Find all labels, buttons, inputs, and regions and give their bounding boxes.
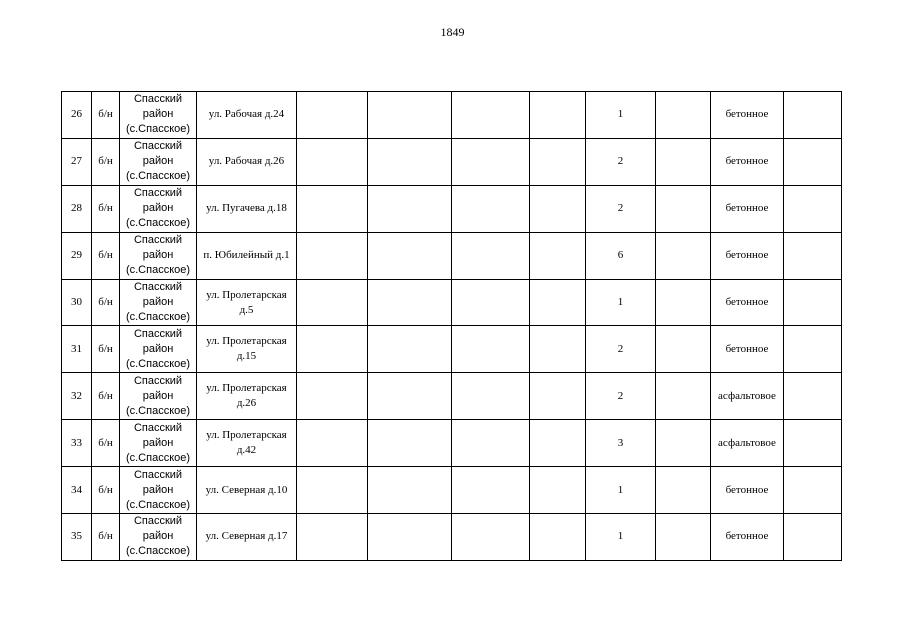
- cell-empty: [530, 185, 586, 232]
- cell-empty: [656, 279, 711, 326]
- cell-count: [586, 420, 656, 467]
- row-number-text: 26: [71, 108, 82, 121]
- surface-text: бетонное: [725, 530, 769, 543]
- row-number-text: 27: [71, 155, 82, 168]
- district-text: район: [142, 436, 174, 449]
- cell-address: [197, 420, 297, 467]
- row-number-text: 31: [71, 342, 82, 355]
- table-row: [62, 514, 842, 561]
- cell-surface: [711, 232, 784, 279]
- row-number-text: 28: [71, 202, 82, 215]
- cell-district: [120, 185, 197, 232]
- cell-count: [586, 279, 656, 326]
- district-text: (с.Спасское): [125, 545, 191, 558]
- count-text: 2: [617, 389, 624, 402]
- cell-empty: [530, 467, 586, 514]
- cell-address: [197, 326, 297, 373]
- cell-empty: [368, 138, 452, 185]
- cell-empty: [656, 514, 711, 561]
- cell-empty: [530, 92, 586, 139]
- cell-address: [197, 279, 297, 326]
- table-row: [62, 420, 842, 467]
- cell-empty: [656, 373, 711, 420]
- district-text: район: [142, 389, 174, 402]
- cell-empty: [297, 92, 368, 139]
- cell-empty: [452, 420, 530, 467]
- cell-district: [120, 279, 197, 326]
- object-number-text: б/н: [98, 249, 113, 262]
- table-row: [62, 92, 842, 139]
- cell-row-number: [62, 138, 92, 185]
- cell-surface: [711, 326, 784, 373]
- district-text: район: [142, 342, 174, 355]
- district-text: район: [142, 108, 174, 121]
- surface-text: бетонное: [725, 483, 769, 496]
- cell-empty: [452, 326, 530, 373]
- cell-address: [197, 138, 297, 185]
- district-text: Спасский: [133, 421, 183, 434]
- district-text: (с.Спасское): [125, 264, 191, 277]
- address-text: ул. Пролетарская: [206, 382, 287, 395]
- count-text: 1: [617, 296, 624, 308]
- cell-count: [586, 232, 656, 279]
- cell-empty: [530, 138, 586, 185]
- cell-empty: [530, 326, 586, 373]
- district-text: район: [142, 202, 174, 215]
- district-text: (с.Спасское): [125, 123, 191, 136]
- cell-empty: [656, 185, 711, 232]
- cell-address: [197, 92, 297, 139]
- district-text: (с.Спасское): [125, 404, 191, 417]
- district-text: район: [142, 155, 174, 168]
- district-text: (с.Спасское): [125, 451, 191, 464]
- cell-row-number: [62, 232, 92, 279]
- cell-empty: [656, 326, 711, 373]
- cell-empty: [784, 420, 842, 467]
- cell-object-number: [92, 232, 120, 279]
- address-text: д.26: [236, 397, 257, 410]
- cell-surface: [711, 138, 784, 185]
- cell-empty: [452, 138, 530, 185]
- cell-district: [120, 232, 197, 279]
- cell-empty: [530, 373, 586, 420]
- cell-empty: [784, 92, 842, 139]
- cell-empty: [452, 279, 530, 326]
- surface-text: асфальтовое: [718, 389, 776, 402]
- address-text: д.5: [239, 303, 254, 316]
- address-text: п. Юбилейный д.1: [203, 249, 290, 262]
- address-text: ул. Рабочая д.24: [208, 108, 285, 121]
- district-text: (с.Спасское): [125, 170, 191, 183]
- district-text: (с.Спасское): [125, 498, 191, 511]
- cell-empty: [452, 373, 530, 420]
- cell-surface: [711, 514, 784, 561]
- table-row: [62, 326, 842, 373]
- cell-empty: [297, 279, 368, 326]
- count-text: 1: [617, 108, 624, 121]
- address-text: ул. Пролетарская: [206, 429, 287, 442]
- address-text: ул. Пролетарская: [206, 288, 287, 301]
- table-row: [62, 185, 842, 232]
- cell-empty: [784, 467, 842, 514]
- cell-address: [197, 514, 297, 561]
- cell-empty: [297, 373, 368, 420]
- district-text: Спасский: [133, 234, 183, 247]
- cell-row-number: [62, 514, 92, 561]
- cell-count: [586, 373, 656, 420]
- cell-surface: [711, 420, 784, 467]
- cell-empty: [297, 138, 368, 185]
- cell-empty: [656, 232, 711, 279]
- address-text: ул. Пугачева д.18: [206, 202, 287, 215]
- address-text: ул. Северная д.10: [205, 483, 288, 496]
- count-text: 2: [617, 202, 624, 215]
- surface-text: бетонное: [725, 249, 769, 262]
- registry-table: [61, 91, 842, 561]
- cell-surface: [711, 279, 784, 326]
- cell-empty: [530, 232, 586, 279]
- cell-address: [197, 373, 297, 420]
- cell-empty: [656, 138, 711, 185]
- cell-empty: [368, 514, 452, 561]
- district-text: Спасский: [133, 327, 183, 340]
- object-number-text: б/н: [98, 108, 113, 121]
- cell-object-number: [92, 138, 120, 185]
- row-number-text: 29: [71, 249, 82, 262]
- cell-object-number: [92, 92, 120, 139]
- cell-empty: [368, 373, 452, 420]
- cell-surface: [711, 467, 784, 514]
- count-text: 1: [617, 530, 624, 543]
- district-text: Спасский: [133, 187, 183, 200]
- cell-empty: [530, 420, 586, 467]
- district-text: Спасский: [133, 140, 183, 153]
- address-text: ул. Северная д.17: [205, 530, 288, 543]
- cell-empty: [530, 514, 586, 561]
- count-text: 2: [617, 342, 624, 355]
- cell-empty: [656, 420, 711, 467]
- cell-count: [586, 185, 656, 232]
- cell-object-number: [92, 279, 120, 326]
- address-text: ул. Рабочая д.26: [208, 155, 285, 168]
- district-text: (с.Спасское): [125, 311, 191, 323]
- table-row: [62, 232, 842, 279]
- district-text: район: [142, 296, 174, 308]
- cell-row-number: [62, 279, 92, 326]
- cell-empty: [530, 279, 586, 326]
- cell-object-number: [92, 514, 120, 561]
- cell-count: [586, 92, 656, 139]
- cell-empty: [297, 467, 368, 514]
- surface-text: асфальтовое: [718, 436, 776, 449]
- cell-empty: [452, 467, 530, 514]
- object-number-text: б/н: [98, 530, 113, 543]
- cell-row-number: [62, 467, 92, 514]
- district-text: (с.Спасское): [125, 217, 191, 230]
- cell-district: [120, 138, 197, 185]
- object-number-text: б/н: [98, 389, 113, 402]
- cell-surface: [711, 92, 784, 139]
- cell-empty: [784, 373, 842, 420]
- row-number-text: 34: [71, 483, 82, 496]
- cell-empty: [452, 232, 530, 279]
- cell-empty: [297, 185, 368, 232]
- cell-object-number: [92, 467, 120, 514]
- cell-address: [197, 185, 297, 232]
- cell-object-number: [92, 420, 120, 467]
- district-text: район: [142, 530, 174, 543]
- cell-object-number: [92, 326, 120, 373]
- object-number-text: б/н: [98, 483, 113, 496]
- surface-text: бетонное: [725, 202, 769, 215]
- cell-empty: [368, 92, 452, 139]
- cell-count: [586, 467, 656, 514]
- cell-district: [120, 420, 197, 467]
- cell-count: [586, 326, 656, 373]
- district-text: Спасский: [133, 374, 183, 387]
- surface-text: бетонное: [725, 108, 769, 121]
- cell-row-number: [62, 373, 92, 420]
- district-text: Спасский: [133, 281, 183, 293]
- cell-surface: [711, 373, 784, 420]
- page-number: 1849: [440, 25, 465, 39]
- cell-empty: [784, 185, 842, 232]
- cell-empty: [452, 185, 530, 232]
- cell-empty: [784, 279, 842, 326]
- cell-empty: [297, 514, 368, 561]
- cell-count: [586, 138, 656, 185]
- district-text: район: [142, 483, 174, 496]
- object-number-text: б/н: [98, 436, 113, 449]
- cell-empty: [656, 467, 711, 514]
- cell-row-number: [62, 326, 92, 373]
- surface-text: бетонное: [725, 342, 769, 355]
- district-text: Спасский: [133, 515, 183, 528]
- cell-district: [120, 373, 197, 420]
- object-number-text: б/н: [98, 342, 113, 355]
- row-number-text: 33: [71, 436, 82, 449]
- cell-empty: [784, 232, 842, 279]
- district-text: Спасский: [133, 468, 183, 481]
- cell-count: [586, 514, 656, 561]
- cell-empty: [656, 92, 711, 139]
- cell-empty: [368, 279, 452, 326]
- count-text: 6: [617, 249, 624, 262]
- surface-text: бетонное: [725, 155, 769, 168]
- cell-empty: [452, 92, 530, 139]
- cell-district: [120, 467, 197, 514]
- cell-empty: [297, 420, 368, 467]
- row-number-text: 30: [71, 296, 82, 308]
- cell-empty: [368, 326, 452, 373]
- cell-empty: [297, 232, 368, 279]
- district-text: район: [142, 249, 174, 262]
- cell-empty: [368, 420, 452, 467]
- address-text: д.42: [236, 444, 257, 457]
- cell-surface: [711, 185, 784, 232]
- address-text: д.15: [236, 350, 257, 363]
- cell-empty: [452, 514, 530, 561]
- cell-empty: [368, 232, 452, 279]
- table-row: [62, 279, 842, 326]
- cell-empty: [784, 138, 842, 185]
- cell-address: [197, 232, 297, 279]
- cell-district: [120, 326, 197, 373]
- cell-address: [197, 467, 297, 514]
- row-number-text: 35: [71, 530, 82, 543]
- cell-object-number: [92, 373, 120, 420]
- count-text: 1: [617, 483, 624, 496]
- count-text: 3: [617, 436, 624, 449]
- cell-empty: [368, 185, 452, 232]
- table-row: [62, 373, 842, 420]
- table-body: [62, 92, 842, 561]
- object-number-text: б/н: [98, 296, 113, 308]
- table-row: [62, 138, 842, 185]
- cell-empty: [784, 326, 842, 373]
- cell-empty: [784, 514, 842, 561]
- address-text: ул. Пролетарская: [206, 335, 287, 348]
- cell-object-number: [92, 185, 120, 232]
- count-text: 2: [617, 155, 624, 168]
- cell-row-number: [62, 185, 92, 232]
- cell-empty: [368, 467, 452, 514]
- cell-district: [120, 92, 197, 139]
- cell-empty: [297, 326, 368, 373]
- surface-text: бетонное: [725, 296, 769, 308]
- row-number-text: 32: [71, 389, 82, 402]
- district-text: (с.Спасское): [125, 357, 191, 370]
- cell-row-number: [62, 420, 92, 467]
- cell-row-number: [62, 92, 92, 139]
- table-row: [62, 467, 842, 514]
- object-number-text: б/н: [98, 155, 113, 168]
- object-number-text: б/н: [98, 202, 113, 215]
- cell-district: [120, 514, 197, 561]
- district-text: Спасский: [133, 93, 183, 106]
